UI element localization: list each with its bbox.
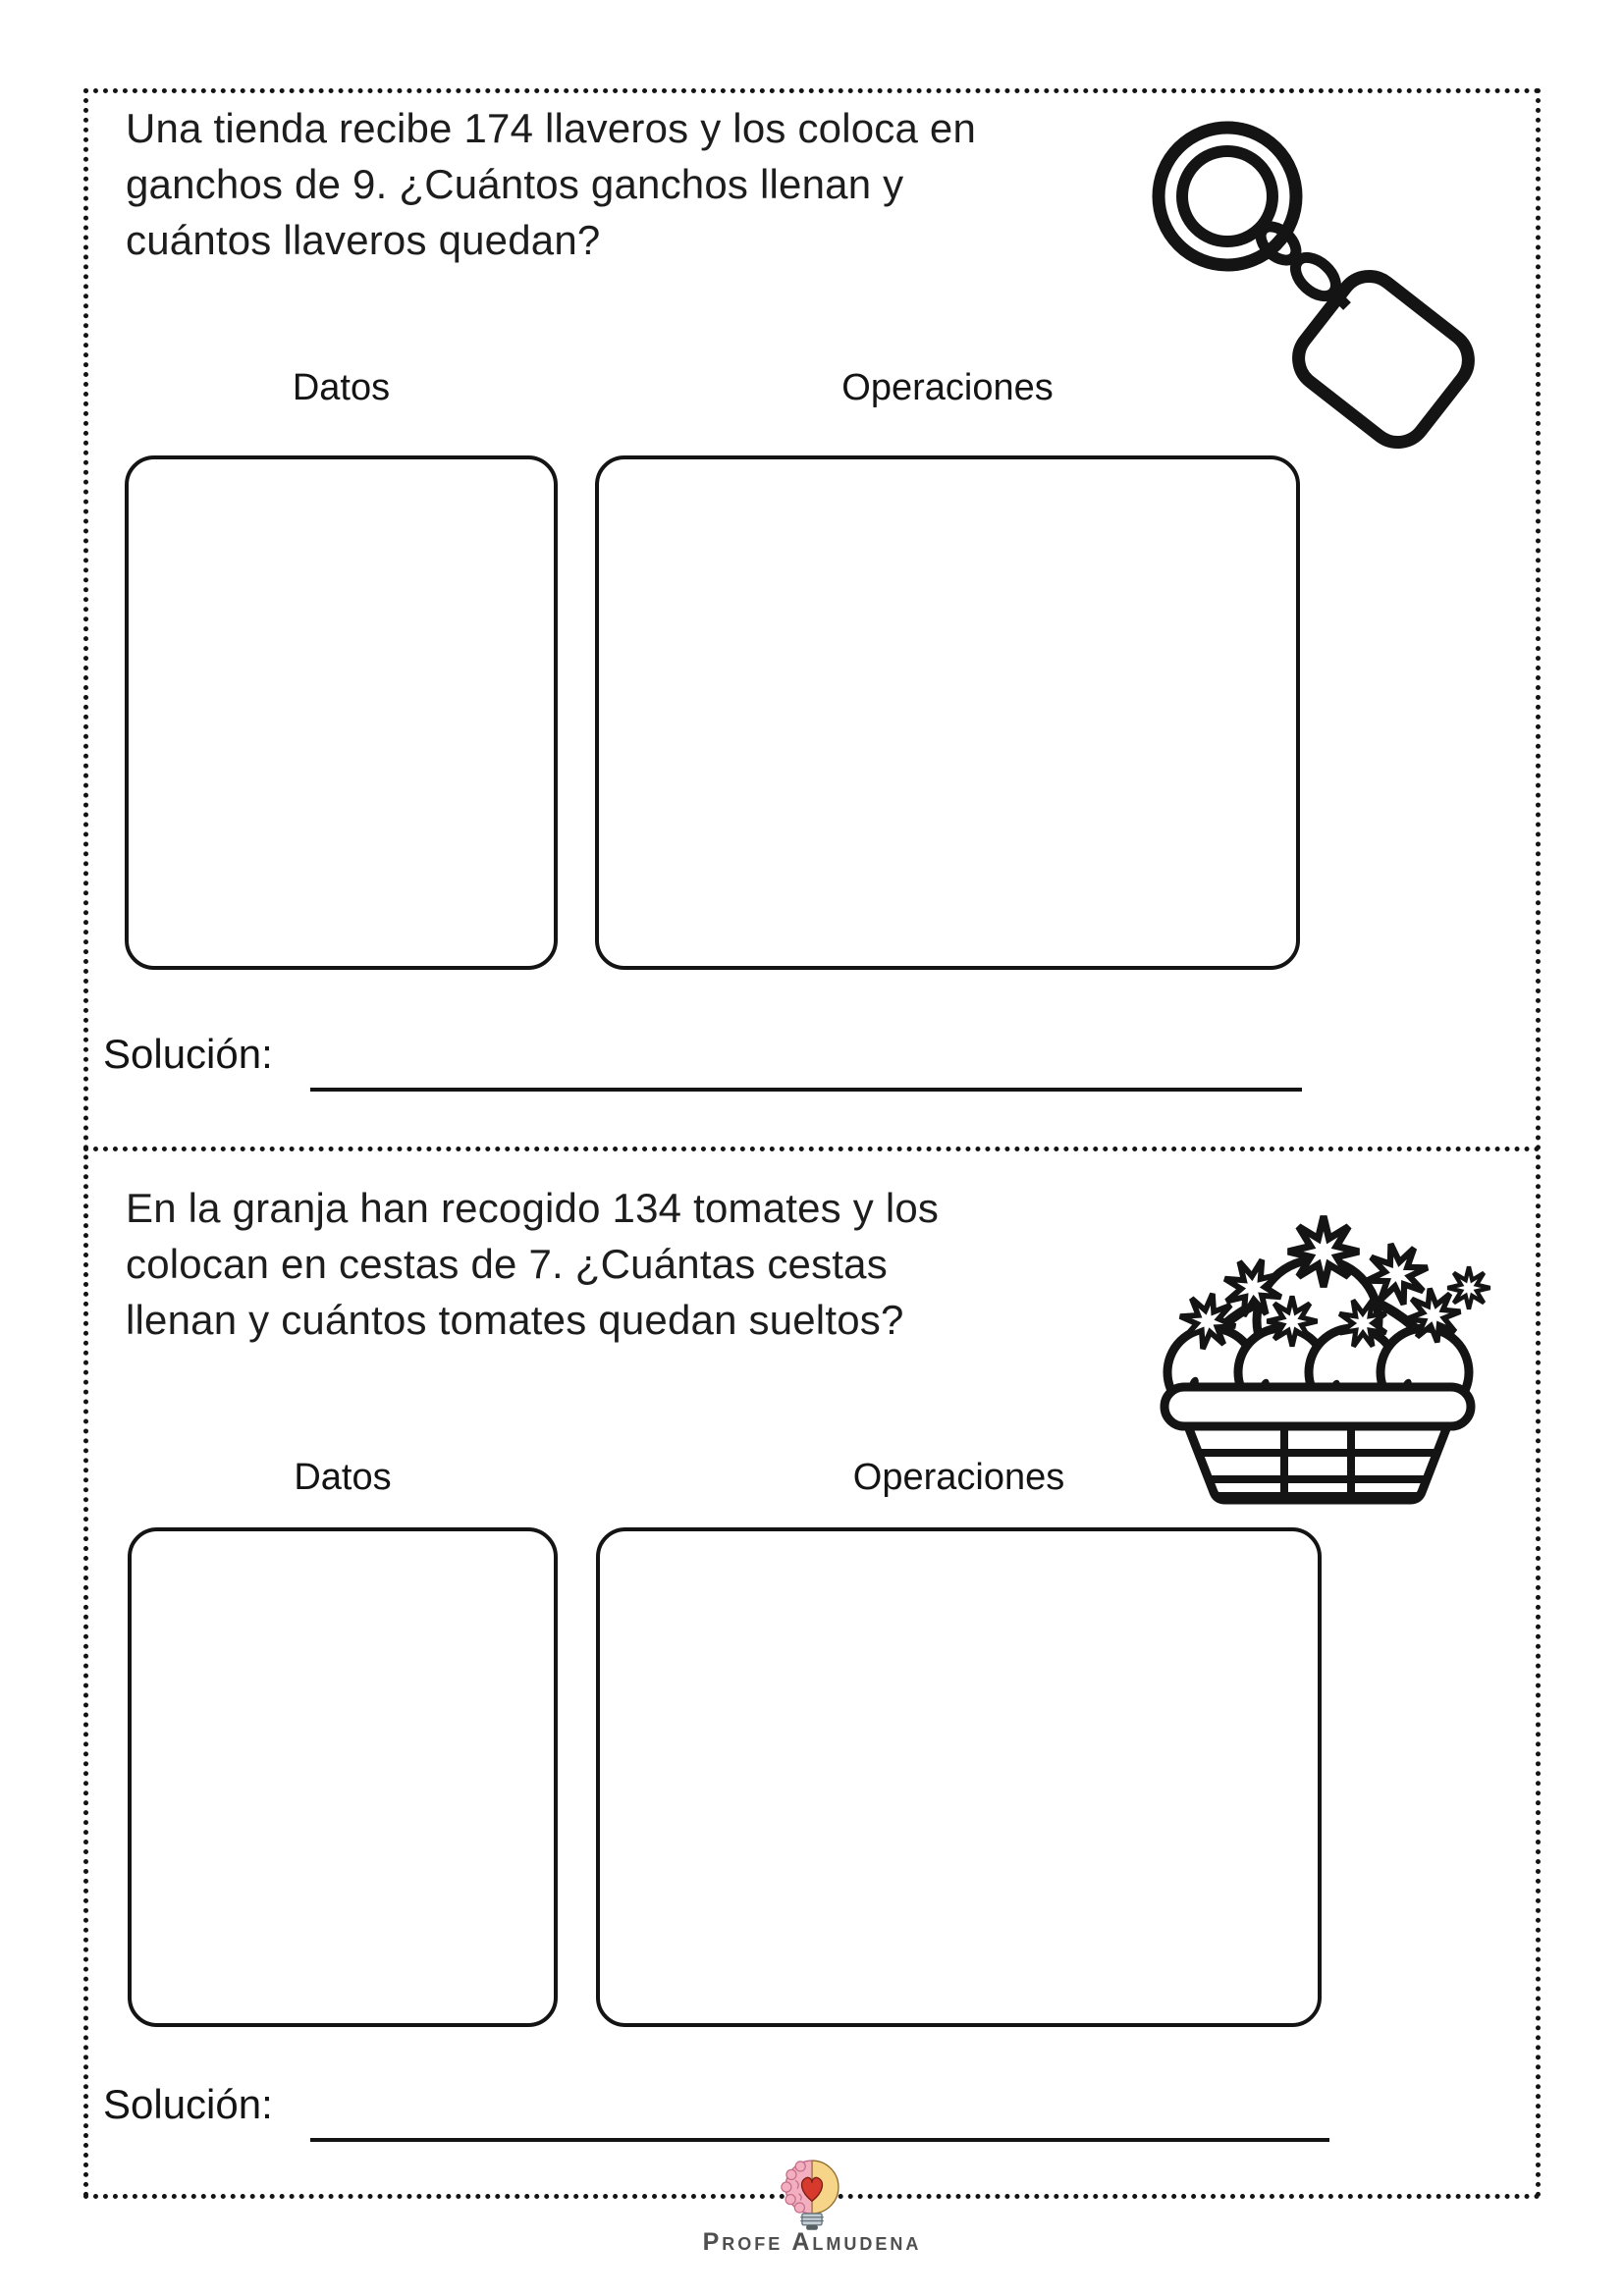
problem-1-line-2: ganchos de 9. ¿Cuántos ganchos llenan y [126, 161, 904, 207]
operaciones-label-1: Operaciones [841, 367, 1054, 408]
problem-2-text [126, 1180, 1166, 1348]
dotted-divider [83, 1147, 1541, 1151]
problem-2-line-2: colocan en cestas de 7. ¿Cuántas cestas [126, 1241, 888, 1287]
problem-2-line-1: En la granja han recogido 134 tomates y los [126, 1185, 940, 1231]
operaciones-label-2: Operaciones [852, 1457, 1065, 1498]
problem-1-line-1: Una tienda recibe 174 llaveros y los coloca en [126, 105, 977, 151]
solucion-label-1: Solución: [103, 1031, 273, 1077]
problem-2-line-3: llenan y cuántos tomates quedan sueltos? [126, 1297, 904, 1343]
datos-label-1: Datos [292, 367, 391, 408]
operaciones-box-1[interactable] [595, 455, 1300, 970]
datos-box-2[interactable] [128, 1527, 558, 2027]
datos-box-1[interactable] [125, 455, 558, 970]
solucion-line-1[interactable] [310, 1088, 1302, 1092]
solucion-line-2[interactable] [310, 2138, 1329, 2142]
operaciones-box-2[interactable] [596, 1527, 1322, 2027]
problem-1-text [126, 100, 1166, 268]
problem-1-line-3: cuántos llaveros quedan? [126, 217, 601, 263]
brain-bulb-logo-icon [769, 2156, 855, 2234]
datos-label-2: Datos [294, 1457, 392, 1498]
brand-name: Profe Almudena [702, 2228, 922, 2256]
solucion-label-2: Solución: [103, 2081, 273, 2127]
